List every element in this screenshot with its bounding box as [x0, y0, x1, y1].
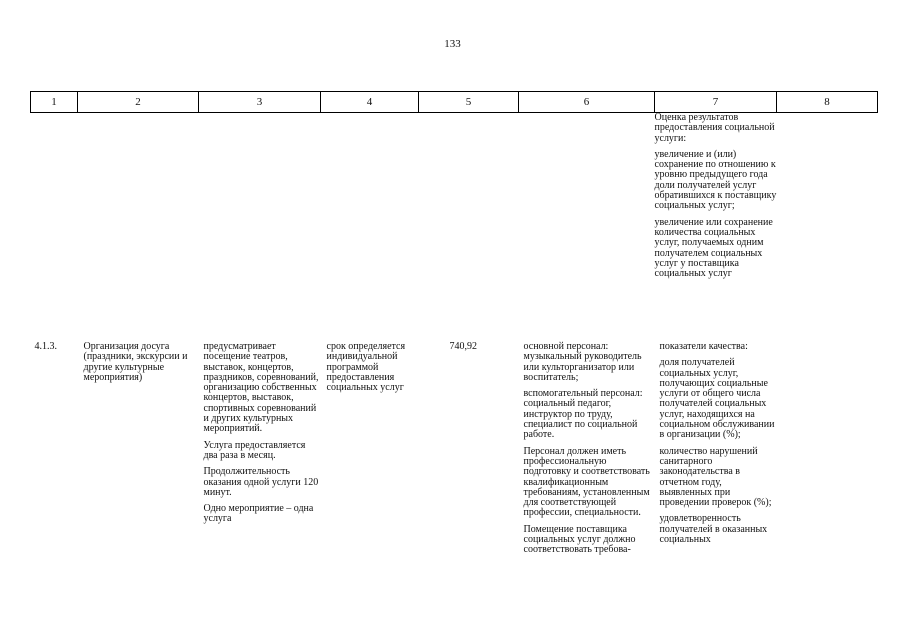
service-term: срок определяется индивидуальной программой предоставления социальных услуг: [326, 341, 406, 394]
continued-assessment-cell: [655, 113, 777, 343]
column-header: 8: [777, 92, 878, 113]
services-table: [30, 91, 878, 562]
column-header: 6: [519, 92, 655, 113]
continued-row: [31, 113, 878, 343]
service-indicators: показатели качества: доля получателей социальных услуг, получающих социальные услуги от общего числа получателей социальных услуг, находящихся на социальном обслуживании в организации (%); количество нарушений санитарного законодательства в отчетном году, выявленных при проведении проверок (%); удовлетворенность получателей в оказанных социальных: [659, 341, 775, 546]
assessment-item: увеличение или сохранение количества социальных услуг, получаемых одним получателем социальных услуг у поставщика социальных услуг: [654, 216, 773, 280]
column-header: 1: [31, 92, 78, 113]
service-number: 4.1.3.: [34, 341, 57, 352]
assessment-item: увеличение и (или) сохранение по отношению к уровню предыдущего года доли получателей услуг обратившихся к поставщику социальных услуг;: [654, 148, 777, 212]
column-header: 7: [655, 92, 777, 113]
assessment-heading: Оценка результатов предоставления социальной услуги:: [654, 112, 775, 144]
column-header: 4: [321, 92, 419, 113]
column-header: 2: [78, 92, 199, 113]
column-number-row: [31, 92, 878, 113]
table-row: [31, 342, 878, 562]
column-header: 3: [199, 92, 321, 113]
service-name: Организация досуга (праздники, экскурсии и другие культурные мероприятия): [83, 341, 188, 383]
service-staff: основной персонал: музыкальный руководитель или культорганизатор или воспитатель; вспомогательный персонал: социальный педагог, инструктор по труду, специалист по социальной работе. Персонал должен иметь профессиональную подготовку и соответствовать квалификационным требованиям, установленным для соответствующей профессии, специальности. Помещение поставщика социальных услуг должно соответствовать требова-: [523, 341, 650, 556]
service-price: 740,92: [449, 341, 477, 352]
page-number: 133: [444, 38, 461, 50]
column-header: 5: [419, 92, 519, 113]
service-extra: [777, 342, 878, 562]
service-description: предусматривает посещение театров, выставок, концертов, праздников, соревнований, организацию собственных концертов, выставок, спортивных соревнований и других культурных мероприятий. Услуга предоставляется два раза в месяц. Продолжительность оказания одной услуги 120 минут. Одно мероприятие – одна услуга: [203, 341, 319, 525]
